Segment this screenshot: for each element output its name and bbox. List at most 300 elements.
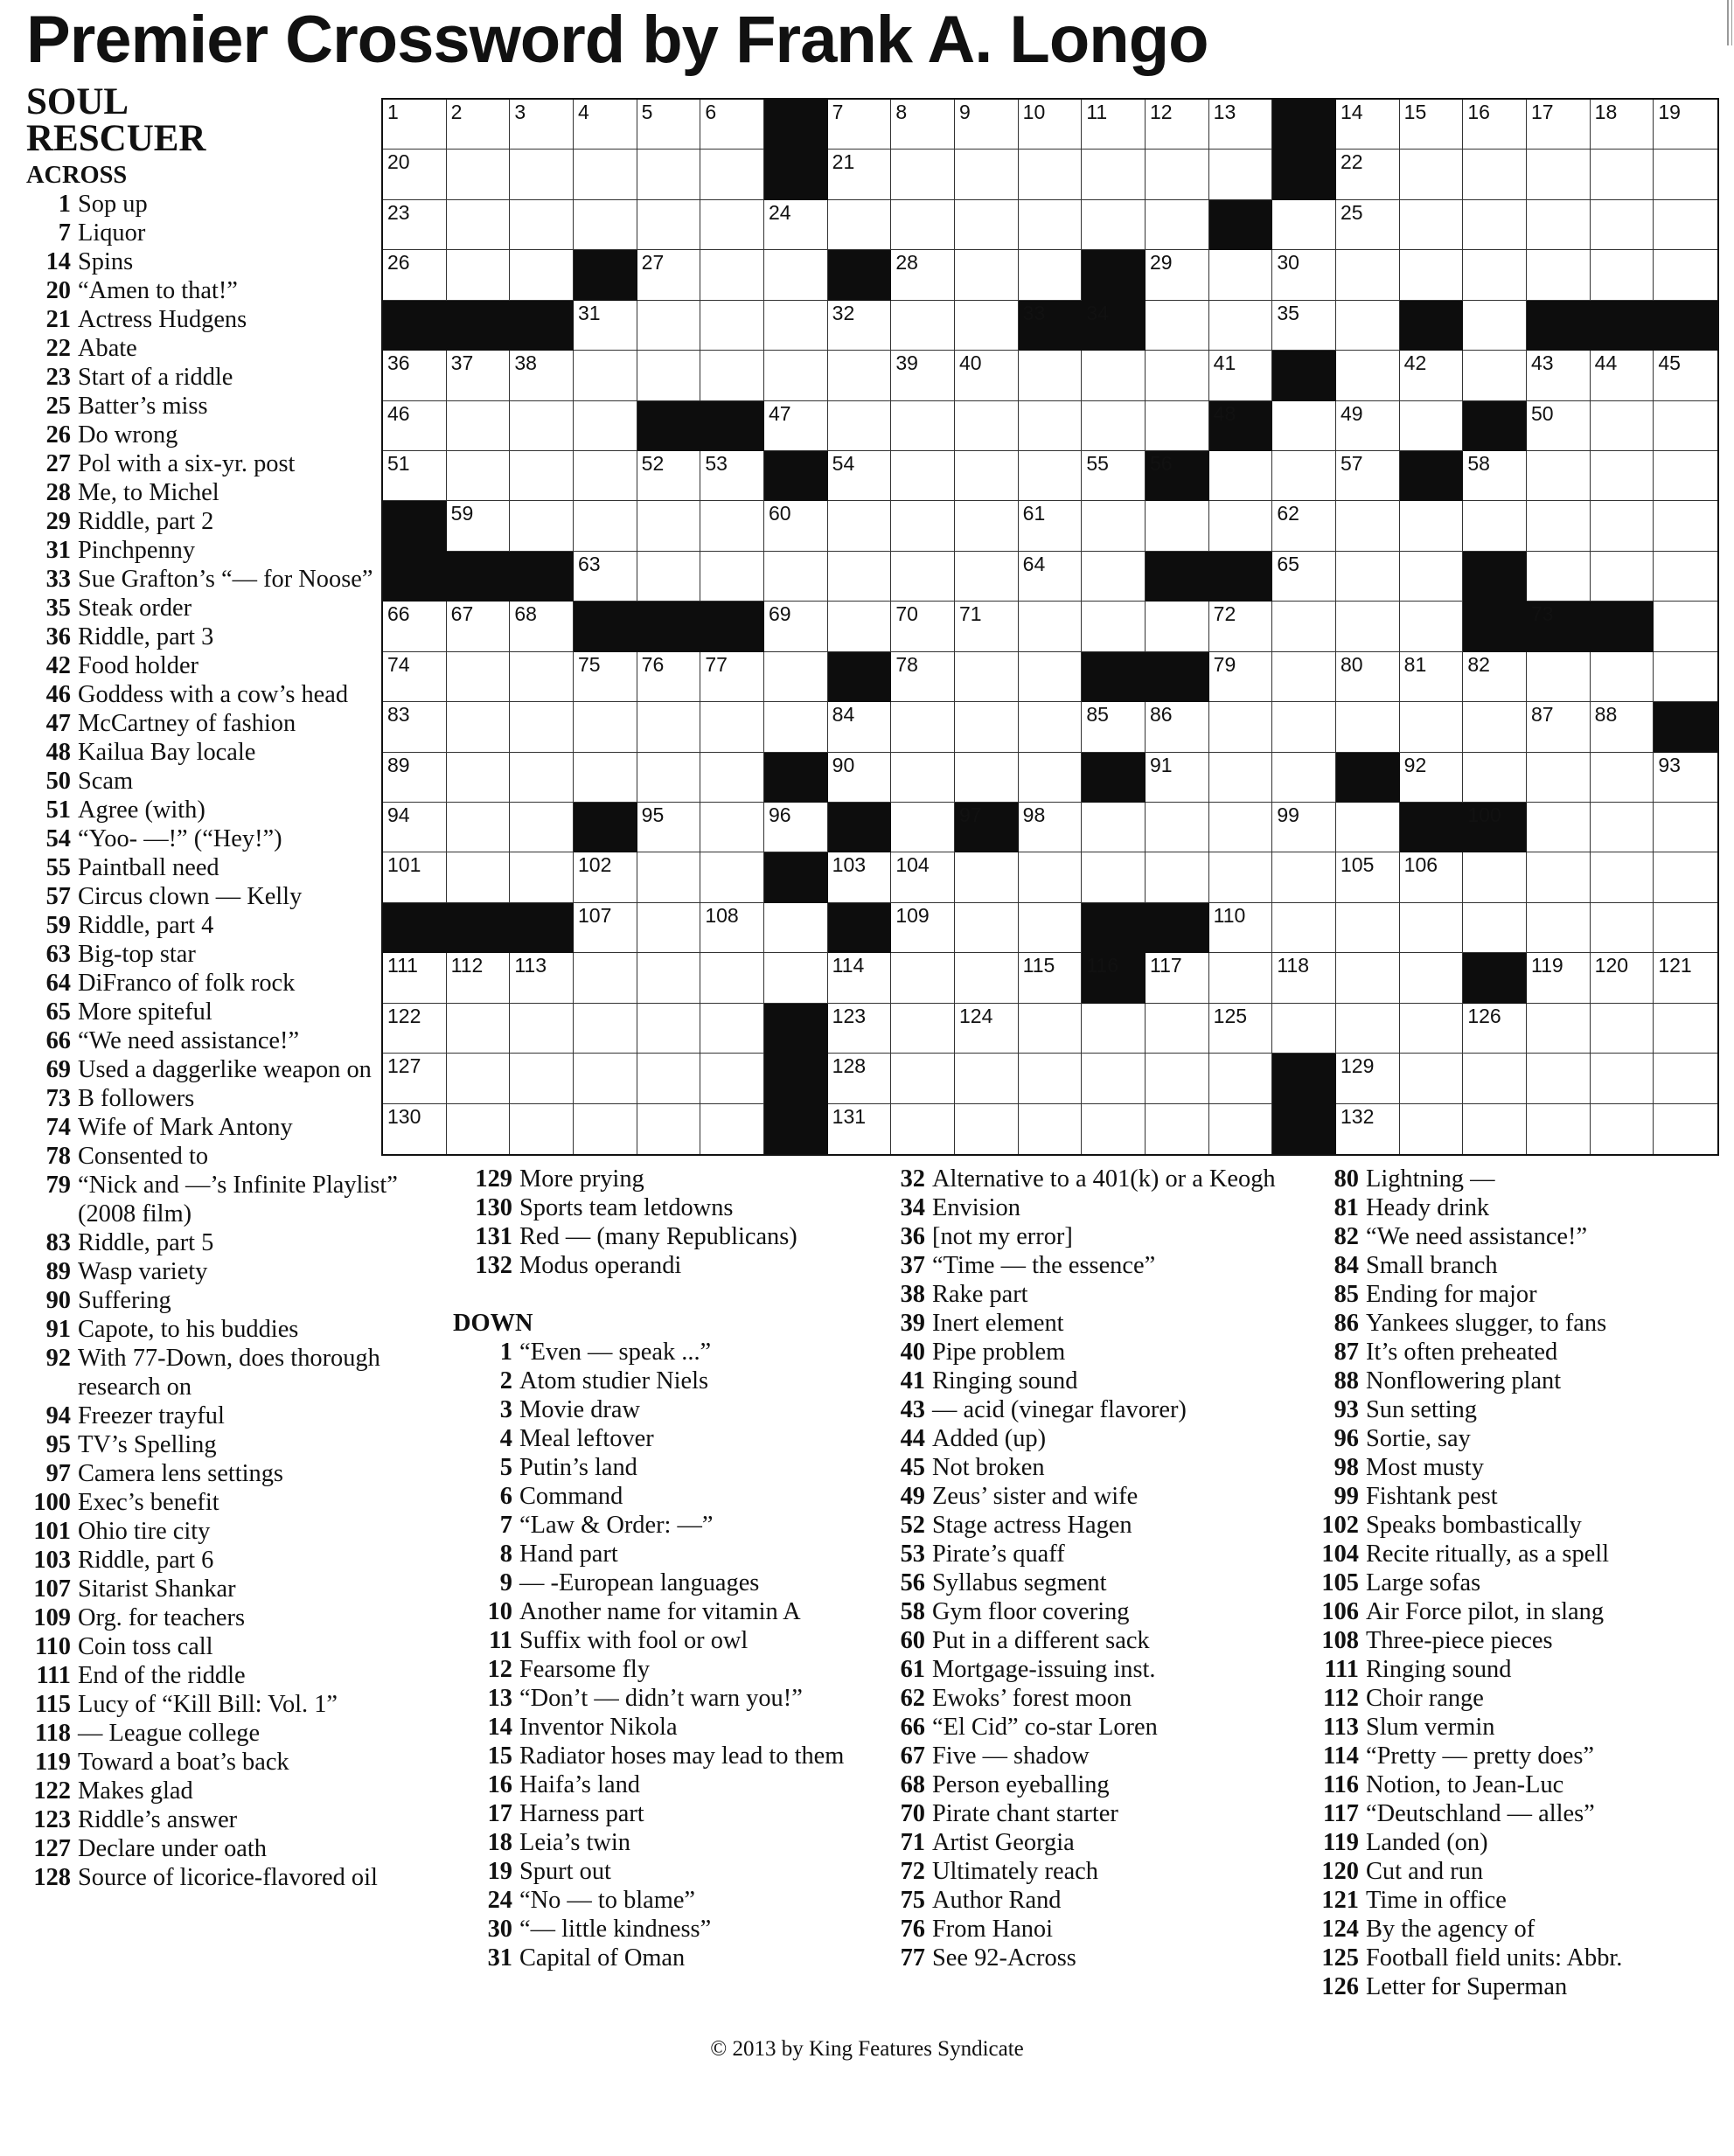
- across-clue[interactable]: [26, 651, 411, 680]
- grid-cell[interactable]: [574, 1104, 637, 1154]
- grid-cell[interactable]: [1591, 753, 1654, 803]
- grid-cell[interactable]: [574, 100, 637, 150]
- grid-cell[interactable]: [1527, 451, 1591, 501]
- grid-cell[interactable]: [1591, 953, 1654, 1003]
- across-clue[interactable]: [26, 1805, 411, 1834]
- grid-cell[interactable]: [1463, 903, 1527, 953]
- grid-cell[interactable]: [1527, 351, 1591, 400]
- grid-cell[interactable]: [1463, 753, 1527, 803]
- grid-cell[interactable]: [764, 401, 828, 451]
- down-clue[interactable]: [453, 1540, 864, 1568]
- down-clue[interactable]: [453, 1482, 864, 1511]
- grid-cell[interactable]: [1209, 852, 1273, 902]
- across-clue[interactable]: [26, 940, 411, 969]
- across-clue[interactable]: [26, 1401, 411, 1430]
- grid-cell[interactable]: [1272, 1004, 1336, 1054]
- grid-cell[interactable]: [574, 903, 637, 953]
- down-clue[interactable]: [892, 1222, 1303, 1251]
- down-clue[interactable]: [892, 1251, 1303, 1280]
- grid-cell[interactable]: [891, 1104, 955, 1154]
- grid-cell[interactable]: [510, 1104, 574, 1154]
- down-clue[interactable]: [453, 1424, 864, 1453]
- grid-cell[interactable]: [1082, 702, 1146, 752]
- grid-cell[interactable]: [1272, 852, 1336, 902]
- across-clue[interactable]: [26, 1257, 411, 1286]
- grid-cell[interactable]: [764, 250, 828, 300]
- grid-cell[interactable]: [955, 753, 1019, 803]
- grid-cell[interactable]: [574, 1054, 637, 1103]
- grid-cell[interactable]: [1654, 250, 1717, 300]
- across-clue[interactable]: [26, 507, 411, 536]
- grid-cell[interactable]: [1654, 150, 1717, 199]
- grid-cell[interactable]: [700, 200, 764, 250]
- grid-cell[interactable]: [447, 702, 511, 752]
- across-clue[interactable]: [26, 709, 411, 738]
- grid-cell[interactable]: [574, 852, 637, 902]
- grid-cell[interactable]: [700, 753, 764, 803]
- down-clue[interactable]: [892, 1280, 1303, 1309]
- grid-cell[interactable]: [891, 401, 955, 451]
- grid-cell[interactable]: [891, 200, 955, 250]
- grid-cell[interactable]: [1272, 451, 1336, 501]
- grid-cell[interactable]: [1019, 702, 1083, 752]
- grid-cell[interactable]: [637, 200, 701, 250]
- grid-cell[interactable]: [955, 451, 1019, 501]
- grid-cell[interactable]: [1272, 301, 1336, 351]
- grid-cell[interactable]: [1082, 401, 1146, 451]
- grid-cell[interactable]: [1527, 953, 1591, 1003]
- across-clue[interactable]: [26, 305, 411, 334]
- down-clue[interactable]: [1308, 1165, 1731, 1193]
- grid-cell[interactable]: [1527, 401, 1591, 451]
- grid-cell[interactable]: [1591, 351, 1654, 400]
- grid-cell[interactable]: [828, 150, 892, 199]
- down-clue[interactable]: [1308, 1857, 1731, 1886]
- down-clue[interactable]: [1308, 1684, 1731, 1713]
- across-clue[interactable]: [453, 1193, 864, 1222]
- grid-cell[interactable]: [1336, 652, 1400, 702]
- down-clue[interactable]: [892, 1338, 1303, 1367]
- grid-cell[interactable]: [1463, 150, 1527, 199]
- down-clue[interactable]: [1308, 1453, 1731, 1482]
- grid-cell[interactable]: [1209, 652, 1273, 702]
- grid-cell[interactable]: [510, 200, 574, 250]
- grid-cell[interactable]: [700, 501, 764, 551]
- grid-cell[interactable]: [1400, 552, 1464, 602]
- grid-cell[interactable]: [1146, 953, 1209, 1003]
- grid-cell[interactable]: [828, 301, 892, 351]
- across-clue[interactable]: [26, 1575, 411, 1603]
- down-clue[interactable]: [892, 1309, 1303, 1338]
- grid-cell[interactable]: [1336, 552, 1400, 602]
- grid-cell[interactable]: [955, 852, 1019, 902]
- down-clue[interactable]: [1308, 1915, 1731, 1944]
- grid-cell[interactable]: [1400, 753, 1464, 803]
- grid-cell[interactable]: [383, 100, 447, 150]
- grid-cell[interactable]: [1336, 852, 1400, 902]
- across-clue[interactable]: [26, 536, 411, 565]
- grid-cell[interactable]: [1400, 702, 1464, 752]
- grid-cell[interactable]: [1591, 150, 1654, 199]
- down-clue[interactable]: [892, 1511, 1303, 1540]
- down-clue[interactable]: [453, 1944, 864, 1972]
- grid-cell[interactable]: [1463, 1004, 1527, 1054]
- grid-cell[interactable]: [447, 501, 511, 551]
- grid-cell[interactable]: [574, 552, 637, 602]
- grid-cell[interactable]: [1654, 451, 1717, 501]
- grid-cell[interactable]: [891, 803, 955, 852]
- grid-cell[interactable]: [1527, 702, 1591, 752]
- grid-cell[interactable]: [1591, 200, 1654, 250]
- grid-cell[interactable]: [891, 753, 955, 803]
- down-clue[interactable]: [892, 1742, 1303, 1770]
- grid-cell[interactable]: [1019, 351, 1083, 400]
- grid-cell[interactable]: [447, 803, 511, 852]
- down-clue[interactable]: [892, 1193, 1303, 1222]
- grid-cell[interactable]: [1209, 1104, 1273, 1154]
- down-clue[interactable]: [892, 1799, 1303, 1828]
- grid-cell[interactable]: [1336, 1004, 1400, 1054]
- grid-cell[interactable]: [1463, 1054, 1527, 1103]
- down-clue[interactable]: [1308, 1309, 1731, 1338]
- across-clue[interactable]: [26, 824, 411, 853]
- grid-cell[interactable]: [1209, 702, 1273, 752]
- grid-cell[interactable]: [1400, 903, 1464, 953]
- down-clue[interactable]: [1308, 1395, 1731, 1424]
- grid-cell[interactable]: [700, 803, 764, 852]
- grid-cell[interactable]: [1463, 100, 1527, 150]
- grid-cell[interactable]: [1400, 602, 1464, 651]
- across-clue[interactable]: [26, 219, 411, 247]
- grid-cell[interactable]: [1527, 1004, 1591, 1054]
- grid-cell[interactable]: [828, 953, 892, 1003]
- grid-cell[interactable]: [1146, 501, 1209, 551]
- grid-cell[interactable]: [828, 753, 892, 803]
- grid-cell[interactable]: [637, 501, 701, 551]
- grid-cell[interactable]: [1400, 401, 1464, 451]
- across-clue[interactable]: [26, 796, 411, 824]
- grid-cell[interactable]: [1209, 1004, 1273, 1054]
- grid-cell[interactable]: [891, 1004, 955, 1054]
- grid-cell[interactable]: [574, 501, 637, 551]
- grid-cell[interactable]: [1082, 1004, 1146, 1054]
- grid-cell[interactable]: [1400, 1054, 1464, 1103]
- across-clue[interactable]: [26, 1084, 411, 1113]
- grid-cell[interactable]: [700, 652, 764, 702]
- grid-cell[interactable]: [1209, 602, 1273, 651]
- across-clue[interactable]: [26, 1632, 411, 1661]
- grid-cell[interactable]: [1019, 1004, 1083, 1054]
- across-clue[interactable]: [26, 1517, 411, 1546]
- down-clue[interactable]: [1308, 1597, 1731, 1626]
- grid-cell[interactable]: [1527, 250, 1591, 300]
- grid-cell[interactable]: [1654, 200, 1717, 250]
- down-clue[interactable]: [892, 1684, 1303, 1713]
- grid-cell[interactable]: [637, 100, 701, 150]
- grid-cell[interactable]: [1019, 1104, 1083, 1154]
- grid-cell[interactable]: [1082, 1104, 1146, 1154]
- across-clue[interactable]: [26, 1690, 411, 1719]
- grid-cell[interactable]: [1654, 351, 1717, 400]
- grid-cell[interactable]: [828, 702, 892, 752]
- grid-cell[interactable]: [574, 351, 637, 400]
- across-clue[interactable]: [26, 276, 411, 305]
- down-clue[interactable]: [892, 1568, 1303, 1597]
- grid-cell[interactable]: [1336, 150, 1400, 199]
- grid-cell[interactable]: [1019, 852, 1083, 902]
- grid-cell[interactable]: [1209, 903, 1273, 953]
- grid-cell[interactable]: [1019, 150, 1083, 199]
- grid-cell[interactable]: [1019, 903, 1083, 953]
- down-clue[interactable]: [892, 1597, 1303, 1626]
- grid-cell[interactable]: [510, 100, 574, 150]
- crossword-grid[interactable]: [381, 98, 1719, 1156]
- grid-cell[interactable]: [1591, 250, 1654, 300]
- grid-cell[interactable]: [1146, 301, 1209, 351]
- grid-cell[interactable]: [637, 652, 701, 702]
- down-clue[interactable]: [1308, 1338, 1731, 1367]
- grid-cell[interactable]: [764, 351, 828, 400]
- across-clue[interactable]: [26, 1661, 411, 1690]
- grid-cell[interactable]: [700, 100, 764, 150]
- down-clue[interactable]: [1308, 1626, 1731, 1655]
- grid-cell[interactable]: [1146, 753, 1209, 803]
- grid-cell[interactable]: [891, 100, 955, 150]
- grid-cell[interactable]: [955, 501, 1019, 551]
- grid-cell[interactable]: [510, 1054, 574, 1103]
- grid-cell[interactable]: [955, 250, 1019, 300]
- grid-cell[interactable]: [1654, 100, 1717, 150]
- grid-cell[interactable]: [1463, 451, 1527, 501]
- grid-cell[interactable]: [700, 301, 764, 351]
- grid-cell[interactable]: [1400, 150, 1464, 199]
- grid-cell[interactable]: [1082, 351, 1146, 400]
- grid-cell[interactable]: [1082, 200, 1146, 250]
- grid-cell[interactable]: [1654, 753, 1717, 803]
- down-clue[interactable]: [453, 1453, 864, 1482]
- grid-cell[interactable]: [764, 803, 828, 852]
- grid-cell[interactable]: [1654, 1004, 1717, 1054]
- down-clue[interactable]: [892, 1453, 1303, 1482]
- grid-cell[interactable]: [447, 602, 511, 651]
- grid-cell[interactable]: [1591, 1054, 1654, 1103]
- grid-cell[interactable]: [764, 652, 828, 702]
- grid-cell[interactable]: [955, 903, 1019, 953]
- across-clue[interactable]: [26, 1863, 411, 1892]
- down-clue[interactable]: [1308, 1886, 1731, 1915]
- across-clue[interactable]: [26, 1430, 411, 1459]
- grid-cell[interactable]: [1019, 1054, 1083, 1103]
- grid-cell[interactable]: [1336, 702, 1400, 752]
- grid-cell[interactable]: [1146, 150, 1209, 199]
- grid-cell[interactable]: [1146, 852, 1209, 902]
- grid-cell[interactable]: [891, 903, 955, 953]
- down-clue[interactable]: [453, 1770, 864, 1799]
- grid-cell[interactable]: [828, 1004, 892, 1054]
- grid-cell[interactable]: [637, 803, 701, 852]
- grid-cell[interactable]: [891, 602, 955, 651]
- grid-cell[interactable]: [1527, 652, 1591, 702]
- grid-cell[interactable]: [700, 852, 764, 902]
- grid-cell[interactable]: [637, 903, 701, 953]
- across-clue[interactable]: [26, 1546, 411, 1575]
- grid-cell[interactable]: [510, 150, 574, 199]
- grid-cell[interactable]: [955, 200, 1019, 250]
- grid-cell[interactable]: [574, 652, 637, 702]
- grid-cell[interactable]: [1527, 501, 1591, 551]
- grid-cell[interactable]: [1463, 852, 1527, 902]
- grid-cell[interactable]: [510, 401, 574, 451]
- grid-cell[interactable]: [1400, 1104, 1464, 1154]
- grid-cell[interactable]: [1400, 1004, 1464, 1054]
- across-clue[interactable]: [26, 1171, 411, 1228]
- grid-cell[interactable]: [700, 903, 764, 953]
- grid-cell[interactable]: [1209, 1054, 1273, 1103]
- grid-cell[interactable]: [637, 1054, 701, 1103]
- down-clue[interactable]: [1308, 1367, 1731, 1395]
- across-clue[interactable]: [26, 190, 411, 219]
- down-clue[interactable]: [1308, 1655, 1731, 1684]
- grid-cell[interactable]: [764, 301, 828, 351]
- grid-cell[interactable]: [764, 501, 828, 551]
- grid-cell[interactable]: [700, 250, 764, 300]
- grid-cell[interactable]: [1019, 602, 1083, 651]
- grid-cell[interactable]: [1082, 552, 1146, 602]
- across-clue[interactable]: [26, 449, 411, 478]
- grid-cell[interactable]: [1019, 652, 1083, 702]
- down-clue[interactable]: [453, 1713, 864, 1742]
- grid-cell[interactable]: [1463, 702, 1527, 752]
- grid-cell[interactable]: [1527, 803, 1591, 852]
- grid-cell[interactable]: [637, 351, 701, 400]
- grid-cell[interactable]: [1336, 803, 1400, 852]
- grid-cell[interactable]: [637, 150, 701, 199]
- down-clue[interactable]: [892, 1367, 1303, 1395]
- grid-cell[interactable]: [1527, 150, 1591, 199]
- down-clue[interactable]: [1308, 1828, 1731, 1857]
- grid-cell[interactable]: [1654, 903, 1717, 953]
- grid-cell[interactable]: [955, 301, 1019, 351]
- grid-cell[interactable]: [1400, 852, 1464, 902]
- grid-cell[interactable]: [1400, 652, 1464, 702]
- grid-cell[interactable]: [1209, 953, 1273, 1003]
- down-clue[interactable]: [453, 1655, 864, 1684]
- grid-cell[interactable]: [1209, 100, 1273, 150]
- grid-cell[interactable]: [1146, 702, 1209, 752]
- across-clue[interactable]: [26, 680, 411, 709]
- grid-cell[interactable]: [574, 702, 637, 752]
- grid-cell[interactable]: [1654, 852, 1717, 902]
- down-clue[interactable]: [1308, 1742, 1731, 1770]
- grid-cell[interactable]: [447, 1104, 511, 1154]
- grid-cell[interactable]: [1527, 852, 1591, 902]
- grid-cell[interactable]: [700, 451, 764, 501]
- grid-cell[interactable]: [1146, 803, 1209, 852]
- grid-cell[interactable]: [955, 401, 1019, 451]
- grid-cell[interactable]: [1272, 753, 1336, 803]
- across-clue[interactable]: [26, 767, 411, 796]
- down-clue[interactable]: [1308, 1568, 1731, 1597]
- down-clue[interactable]: [892, 1713, 1303, 1742]
- grid-cell[interactable]: [1272, 803, 1336, 852]
- grid-cell[interactable]: [700, 702, 764, 752]
- grid-cell[interactable]: [447, 200, 511, 250]
- grid-cell[interactable]: [891, 451, 955, 501]
- across-clue[interactable]: [26, 1719, 411, 1748]
- grid-cell[interactable]: [1082, 100, 1146, 150]
- grid-cell[interactable]: [447, 852, 511, 902]
- grid-cell[interactable]: [891, 301, 955, 351]
- grid-cell[interactable]: [1146, 100, 1209, 150]
- grid-cell[interactable]: [955, 1054, 1019, 1103]
- grid-cell[interactable]: [1336, 250, 1400, 300]
- grid-cell[interactable]: [1272, 552, 1336, 602]
- grid-cell[interactable]: [510, 602, 574, 651]
- down-clue[interactable]: [453, 1511, 864, 1540]
- grid-cell[interactable]: [447, 451, 511, 501]
- grid-cell[interactable]: [1463, 351, 1527, 400]
- grid-cell[interactable]: [447, 1004, 511, 1054]
- down-clue[interactable]: [892, 1540, 1303, 1568]
- grid-cell[interactable]: [1082, 1054, 1146, 1103]
- grid-cell[interactable]: [1019, 552, 1083, 602]
- down-clue[interactable]: [453, 1338, 864, 1367]
- grid-cell[interactable]: [510, 1004, 574, 1054]
- grid-cell[interactable]: [1272, 401, 1336, 451]
- grid-cell[interactable]: [510, 702, 574, 752]
- across-clue[interactable]: [26, 969, 411, 998]
- across-clue[interactable]: [26, 363, 411, 392]
- grid-cell[interactable]: [447, 953, 511, 1003]
- grid-cell[interactable]: [828, 501, 892, 551]
- grid-cell[interactable]: [828, 401, 892, 451]
- grid-cell[interactable]: [637, 852, 701, 902]
- grid-cell[interactable]: [764, 953, 828, 1003]
- grid-cell[interactable]: [447, 100, 511, 150]
- grid-cell[interactable]: [510, 451, 574, 501]
- across-clue[interactable]: [26, 1344, 411, 1401]
- grid-cell[interactable]: [1654, 652, 1717, 702]
- grid-cell[interactable]: [955, 100, 1019, 150]
- grid-cell[interactable]: [1400, 250, 1464, 300]
- grid-cell[interactable]: [574, 753, 637, 803]
- grid-cell[interactable]: [1527, 753, 1591, 803]
- grid-cell[interactable]: [637, 1004, 701, 1054]
- grid-cell[interactable]: [1527, 552, 1591, 602]
- across-clue[interactable]: [26, 334, 411, 363]
- grid-cell[interactable]: [1654, 803, 1717, 852]
- down-clue[interactable]: [453, 1828, 864, 1857]
- grid-cell[interactable]: [510, 803, 574, 852]
- down-clue[interactable]: [1308, 1222, 1731, 1251]
- across-clue[interactable]: [26, 738, 411, 767]
- down-clue[interactable]: [1308, 1193, 1731, 1222]
- grid-cell[interactable]: [955, 702, 1019, 752]
- grid-cell[interactable]: [510, 250, 574, 300]
- grid-cell[interactable]: [1336, 602, 1400, 651]
- grid-cell[interactable]: [700, 552, 764, 602]
- grid-cell[interactable]: [1463, 250, 1527, 300]
- grid-cell[interactable]: [1019, 250, 1083, 300]
- grid-cell[interactable]: [1082, 852, 1146, 902]
- grid-cell[interactable]: [1463, 1104, 1527, 1154]
- grid-cell[interactable]: [1654, 602, 1717, 651]
- down-clue[interactable]: [453, 1568, 864, 1597]
- grid-cell[interactable]: [1019, 803, 1083, 852]
- across-clue[interactable]: [26, 1834, 411, 1863]
- grid-cell[interactable]: [1654, 953, 1717, 1003]
- grid-cell[interactable]: [828, 451, 892, 501]
